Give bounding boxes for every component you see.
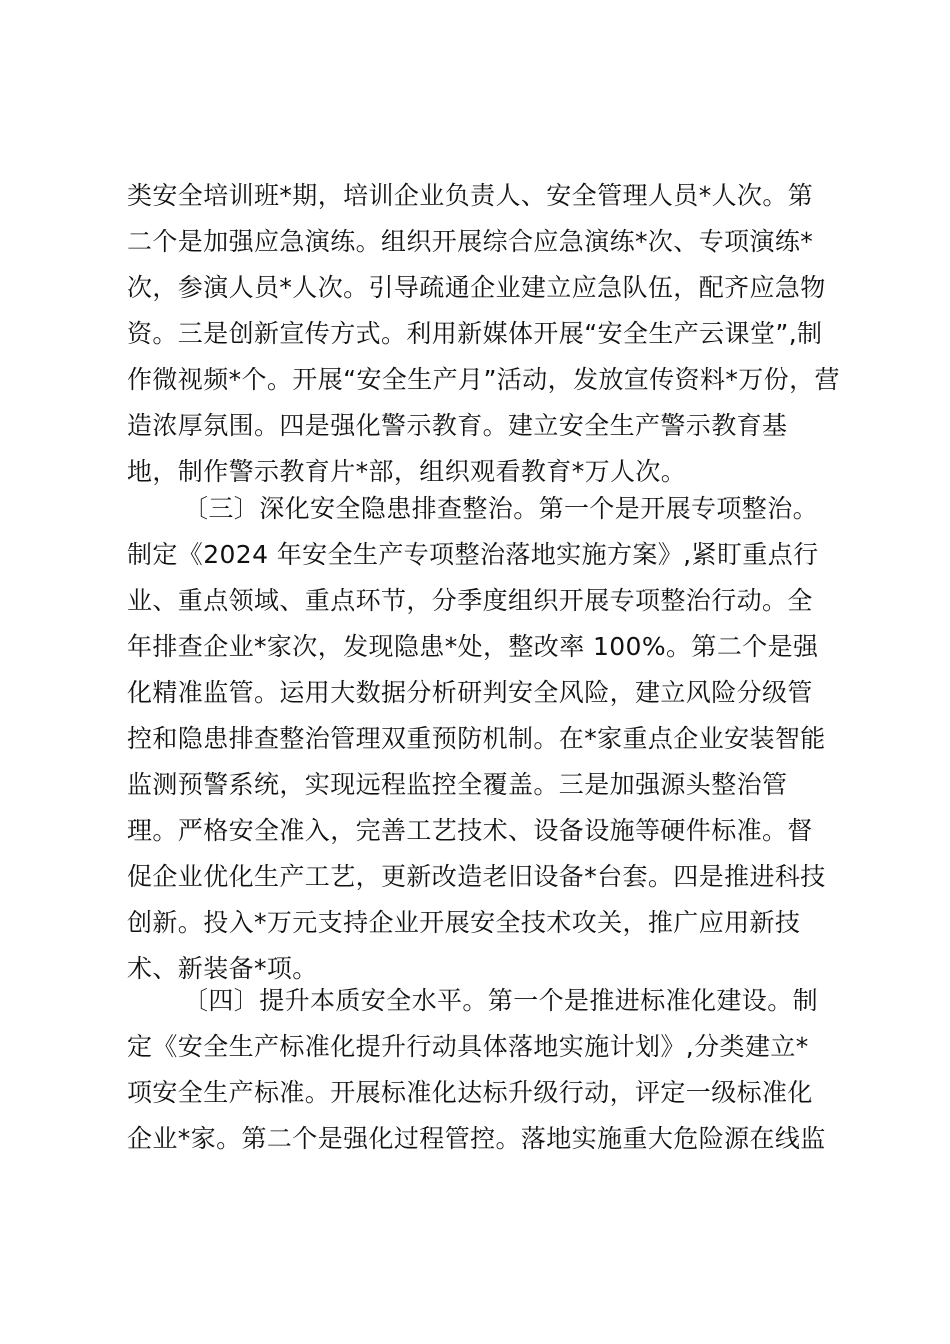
text-line: 促企业优化生产工艺，更新改造老旧设备*台套。四是推进科技 — [127, 862, 826, 891]
text-line: 企业*家。第二个是强化过程管控。落地实施重大危险源在线监 — [127, 1124, 826, 1153]
paragraph-3 — [127, 978, 847, 1162]
text-line: 地，制作警示教育片*部，组织观看教育*万人次。 — [127, 457, 687, 486]
text-line: 造浓厚氛围。四是强化警示教育。建立安全生产警示教育基 — [127, 411, 788, 440]
text-line: 理。严格安全准入，完善工艺技术、设备设施等硬件标准。督 — [127, 816, 813, 845]
text-line: 二个是加强应急演练。组织开展综合应急演练*次、专项演练* — [127, 227, 814, 256]
text-line: 年排查企业*家次，发现隐患*处，整改率 100%。第二个是强 — [127, 632, 819, 661]
section-heading-line: 〔四〕提升本质安全水平。第一个是推进标准化建设。制 — [183, 986, 819, 1015]
text-line: 定《安全生产标准化提升行动具体落地实施计划》,分类建立* — [127, 1032, 809, 1061]
text-line: 化精准监管。运用大数据分析研判安全风险，建立风险分级管 — [127, 678, 813, 707]
paragraph-1 — [127, 173, 847, 495]
text-line: 监测预警系统，实现远程监控全覆盖。三是加强源头整治管 — [127, 770, 788, 799]
text-line: 创新。投入*万元支持企业开展安全技术攻关，推广应用新技 — [127, 908, 801, 937]
text-line: 类安全培训班*期，培训企业负责人、安全管理人员*人次。第 — [127, 181, 814, 210]
text-line: 控和隐患排查整治管理双重预防机制。在*家重点企业安装智能 — [127, 724, 826, 753]
paragraph-2 — [127, 486, 847, 992]
section-heading-line: 〔三〕深化安全隐患排查整治。第一个是开展专项整治。 — [183, 494, 819, 523]
text-line: 制定《2024 年安全生产专项整治落地实施方案》,紧盯重点行 — [127, 540, 819, 569]
text-line: 次，参演人员*人次。引导疏通企业建立应急队伍，配齐应急物 — [127, 273, 826, 302]
text-line: 术、新装备*项。 — [127, 954, 318, 983]
text-line: 资。三是创新宣传方式。利用新媒体开展“安全生产云课堂”,制 — [127, 319, 823, 348]
text-line: 业、重点领域、重点环节，分季度组织开展专项整治行动。全 — [127, 586, 813, 615]
text-line: 作微视频*个。开展“安全生产月”活动，发放宣传资料*万份，营 — [127, 365, 840, 394]
text-line: 项安全生产标准。开展标准化达标升级行动，评定一级标准化 — [127, 1078, 813, 1107]
